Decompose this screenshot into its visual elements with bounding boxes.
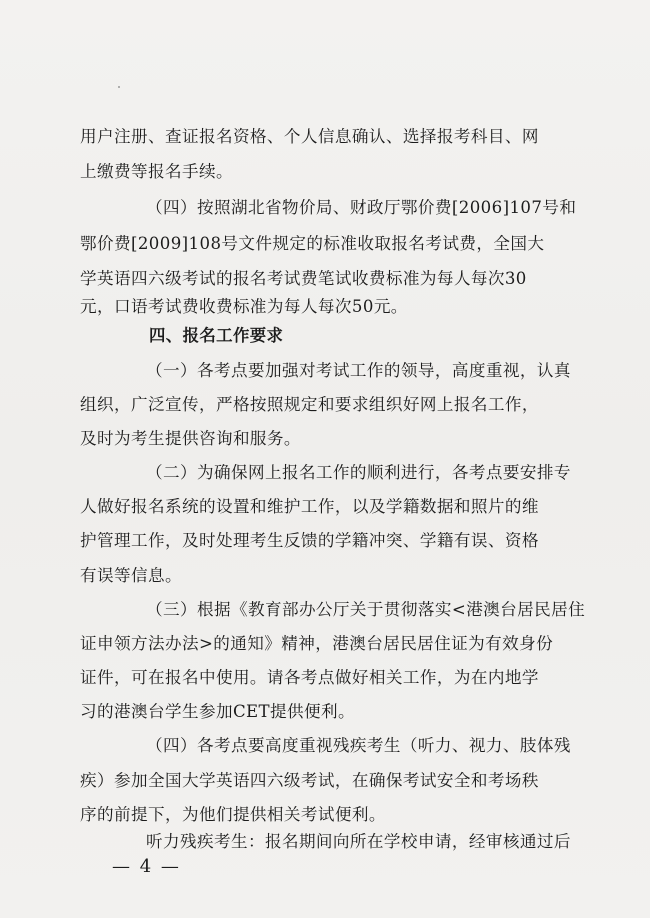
scan-speck: [118, 86, 120, 88]
body-line: （四）按照湖北省物价局、财政厅鄂价费[2006]107号和: [146, 198, 577, 217]
body-line: 听力残疾考生：报名期间向所在学校申请，经审核通过后: [146, 832, 571, 851]
body-line: 证件，可在报名中使用。请各考点做好相关工作，为在内地学: [80, 668, 539, 687]
body-line: （三）根据《教育部办公厅关于贯彻落实<港澳台居民居住: [146, 600, 586, 619]
body-line: 有误等信息。: [80, 566, 182, 585]
body-line: 及时为考生提供咨询和服务。: [80, 429, 301, 448]
body-line: 证申领方法办法>的通知》精神，港澳台居民居住证为有效身份: [80, 634, 554, 653]
body-line: 习的港澳台学生参加CET提供便利。: [80, 702, 355, 721]
body-line: 序的前提下，为他们提供相关考试便利。: [80, 805, 386, 824]
body-line: 鄂价费[2009]108号文件规定的标准收取报名考试费，全国大: [80, 234, 545, 253]
body-line: 元，口语考试费收费标准为每人每次50元。: [80, 297, 408, 316]
body-line: 组织，广泛宣传，严格按照规定和要求组织好网上报名工作，: [80, 395, 539, 414]
body-line: 用户注册、查证报名资格、个人信息确认、选择报考科目、网: [80, 127, 539, 146]
body-line: （一）各考点要加强对考试工作的领导，高度重视，认真: [146, 361, 571, 380]
body-line: 护管理工作，及时处理考生反馈的学籍冲突、学籍有误、资格: [80, 531, 539, 550]
body-line: 上缴费等报名手续。: [80, 162, 233, 181]
body-line: 疾）参加全国大学英语四六级考试，在确保考试安全和考场秩: [80, 771, 539, 790]
body-line: （二）为确保网上报名工作的顺利进行，各考点要安排专: [146, 463, 571, 482]
section-heading: 四、报名工作要求: [149, 326, 284, 345]
body-line: 学英语四六级考试的报名考试费笔试收费标准为每人每次30: [80, 269, 527, 288]
page-number: — 4 —: [112, 856, 181, 877]
body-line: （四）各考点要高度重视残疾考生（听力、视力、肢体残: [146, 736, 571, 755]
body-line: 人做好报名系统的设置和维护工作，以及学籍数据和照片的维: [80, 497, 539, 516]
